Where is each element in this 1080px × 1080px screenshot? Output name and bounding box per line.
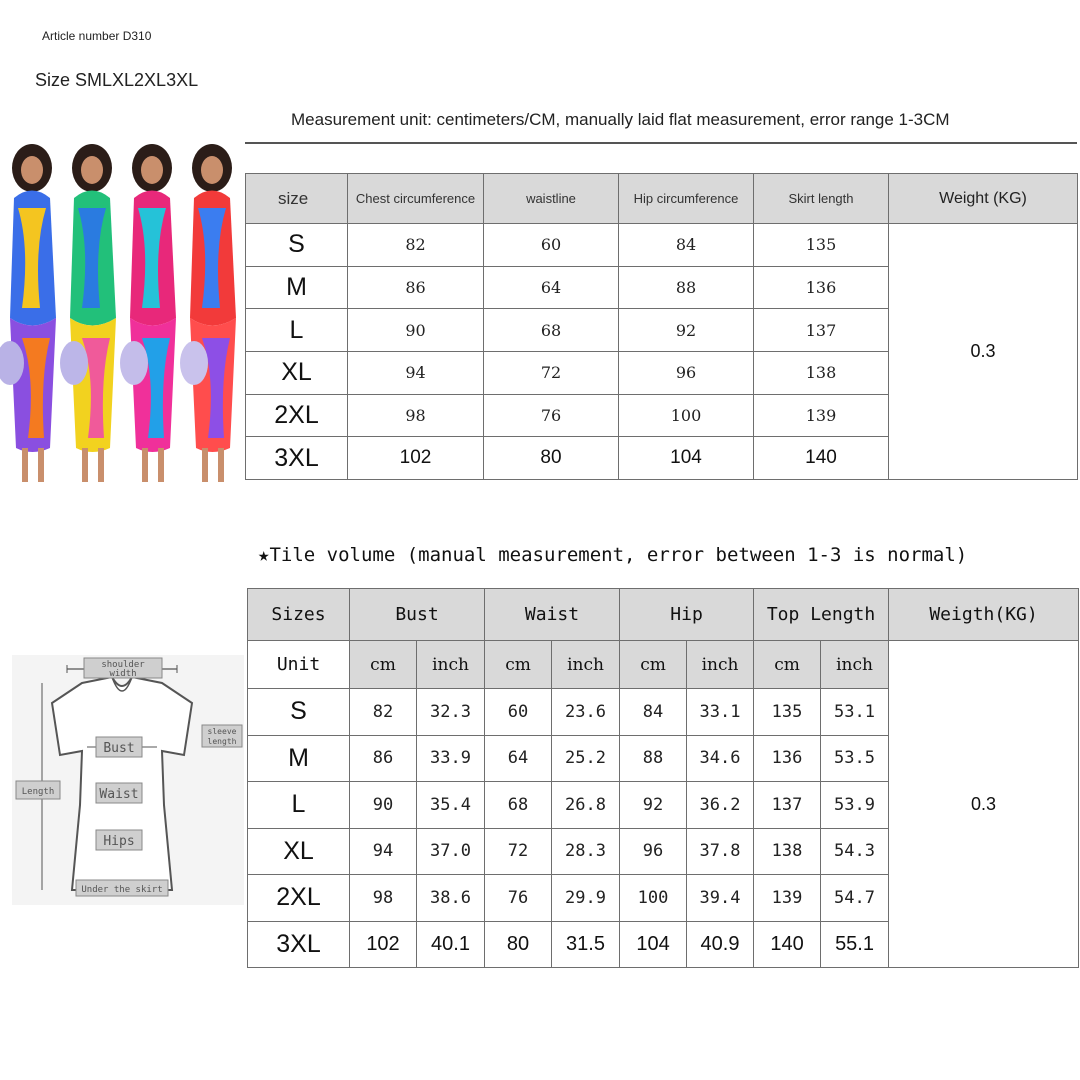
- value-cell: 92: [619, 309, 754, 352]
- value-cell: 68: [484, 309, 619, 352]
- label-bust: Bust: [103, 741, 135, 756]
- size-cell: S: [246, 224, 348, 267]
- value-cell: 60: [484, 224, 619, 267]
- value-cell: 33.9: [417, 735, 485, 782]
- value-cell: 136: [754, 735, 821, 782]
- label-length: Length: [21, 787, 55, 797]
- value-cell: 60: [485, 689, 552, 736]
- value-cell: 138: [754, 828, 821, 875]
- value-cell: 80: [484, 437, 619, 480]
- header-skirt-length: Skirt length: [754, 174, 889, 224]
- unit-inch: inch: [552, 641, 620, 689]
- table2-header-row: [248, 589, 1079, 641]
- value-cell: 53.1: [821, 689, 889, 736]
- weight-cell: 0.3: [889, 641, 1079, 968]
- value-cell: 102: [348, 437, 484, 480]
- value-cell: 68: [485, 782, 552, 829]
- tile-volume-heading: ★Tile volume (manual measurement, error between 1-3 is normal): [258, 544, 968, 566]
- value-cell: 84: [620, 689, 687, 736]
- value-cell: 33.1: [687, 689, 754, 736]
- header-waist: Waist: [485, 589, 620, 641]
- article-number: Article number D310: [42, 29, 152, 43]
- unit-inch: inch: [417, 641, 485, 689]
- unit-inch: inch: [821, 641, 889, 689]
- value-cell: 98: [348, 394, 484, 437]
- value-cell: 94: [348, 351, 484, 394]
- value-cell: 64: [485, 735, 552, 782]
- table2-unit-row: [248, 641, 1079, 689]
- value-cell: 100: [620, 875, 687, 922]
- value-cell: 100: [619, 394, 754, 437]
- value-cell: 140: [754, 921, 821, 968]
- size-cell: 2XL: [248, 875, 350, 922]
- header-sizes: Sizes: [248, 589, 350, 641]
- value-cell: 102: [350, 921, 417, 968]
- value-cell: 72: [485, 828, 552, 875]
- value-cell: 90: [348, 309, 484, 352]
- value-cell: 139: [754, 394, 889, 437]
- value-cell: 26.8: [552, 782, 620, 829]
- value-cell: 82: [350, 689, 417, 736]
- label-sleeve: sleeve: [207, 727, 237, 736]
- label-width: width: [109, 669, 137, 679]
- value-cell: 40.9: [687, 921, 754, 968]
- label-waist: Waist: [99, 787, 139, 802]
- value-cell: 86: [348, 266, 484, 309]
- value-cell: 139: [754, 875, 821, 922]
- value-cell: 76: [485, 875, 552, 922]
- size-cell: L: [248, 782, 350, 829]
- model-4: [180, 144, 236, 482]
- weight-cell: 0.3: [889, 224, 1078, 480]
- value-cell: 88: [620, 735, 687, 782]
- value-cell: 94: [350, 828, 417, 875]
- value-cell: 54.3: [821, 828, 889, 875]
- unit-inch: inch: [687, 641, 754, 689]
- value-cell: 29.9: [552, 875, 620, 922]
- value-cell: 39.4: [687, 875, 754, 922]
- table1-header-row: [246, 174, 1078, 224]
- value-cell: 140: [754, 437, 889, 480]
- unit-cm: cm: [620, 641, 687, 689]
- unit-cm: cm: [754, 641, 821, 689]
- value-cell: 40.1: [417, 921, 485, 968]
- model-1: [0, 144, 56, 482]
- header-weight: Weigth(KG): [889, 589, 1079, 641]
- value-cell: 25.2: [552, 735, 620, 782]
- header-waistline: waistline: [484, 174, 619, 224]
- value-cell: 88: [619, 266, 754, 309]
- unit-label: Unit: [248, 641, 350, 689]
- value-cell: 104: [619, 437, 754, 480]
- size-list: Size SMLXL2XL3XL: [35, 70, 199, 90]
- value-cell: 38.6: [417, 875, 485, 922]
- value-cell: 84: [619, 224, 754, 267]
- value-cell: 90: [350, 782, 417, 829]
- header-bust: Bust: [350, 589, 485, 641]
- value-cell: 64: [484, 266, 619, 309]
- value-cell: 28.3: [552, 828, 620, 875]
- label-shoulder: shoulder: [101, 660, 145, 670]
- size-cell: 3XL: [246, 437, 348, 480]
- size-cell: M: [246, 266, 348, 309]
- size-cell: L: [246, 309, 348, 352]
- unit-cm: cm: [485, 641, 552, 689]
- header-top-length: Top Length: [754, 589, 889, 641]
- header-hip: Hip circumference: [619, 174, 754, 224]
- table-row: [246, 224, 1078, 267]
- model-2: [60, 144, 116, 482]
- size-cell: XL: [246, 351, 348, 394]
- size-cell: M: [248, 735, 350, 782]
- value-cell: 135: [754, 689, 821, 736]
- value-cell: 137: [754, 782, 821, 829]
- value-cell: 138: [754, 351, 889, 394]
- size-cell: XL: [248, 828, 350, 875]
- model-3: [120, 144, 176, 482]
- header-size: size: [246, 174, 348, 224]
- value-cell: 96: [619, 351, 754, 394]
- value-cell: 37.8: [687, 828, 754, 875]
- size-cell: S: [248, 689, 350, 736]
- value-cell: 72: [484, 351, 619, 394]
- value-cell: 96: [620, 828, 687, 875]
- size-table-1: [245, 173, 1077, 480]
- label-under-skirt: Under the skirt: [81, 885, 163, 895]
- value-cell: 76: [484, 394, 619, 437]
- value-cell: 80: [485, 921, 552, 968]
- value-cell: 32.3: [417, 689, 485, 736]
- value-cell: 104: [620, 921, 687, 968]
- value-cell: 53.5: [821, 735, 889, 782]
- value-cell: 31.5: [552, 921, 620, 968]
- value-cell: 34.6: [687, 735, 754, 782]
- header-chest: Chest circumference: [348, 174, 484, 224]
- value-cell: 82: [348, 224, 484, 267]
- header-hip: Hip: [620, 589, 754, 641]
- size-cell: 2XL: [246, 394, 348, 437]
- value-cell: 53.9: [821, 782, 889, 829]
- value-cell: 98: [350, 875, 417, 922]
- header-weight: Weight (KG): [889, 174, 1078, 224]
- size-table-2: [247, 588, 1078, 968]
- value-cell: 136: [754, 266, 889, 309]
- value-cell: 35.4: [417, 782, 485, 829]
- size-cell: 3XL: [248, 921, 350, 968]
- value-cell: 55.1: [821, 921, 889, 968]
- value-cell: 37.0: [417, 828, 485, 875]
- product-photo: [0, 138, 244, 488]
- label-hips: Hips: [103, 834, 135, 849]
- divider: [245, 142, 1077, 144]
- value-cell: 54.7: [821, 875, 889, 922]
- value-cell: 23.6: [552, 689, 620, 736]
- value-cell: 36.2: [687, 782, 754, 829]
- unit-cm: cm: [350, 641, 417, 689]
- measurement-note: Measurement unit: centimeters/CM, manually laid flat measurement, error range 1-3CM: [291, 110, 950, 129]
- value-cell: 86: [350, 735, 417, 782]
- measurement-diagram: [12, 655, 244, 905]
- label-length-sleeve: length: [207, 737, 237, 746]
- value-cell: 137: [754, 309, 889, 352]
- value-cell: 92: [620, 782, 687, 829]
- value-cell: 135: [754, 224, 889, 267]
